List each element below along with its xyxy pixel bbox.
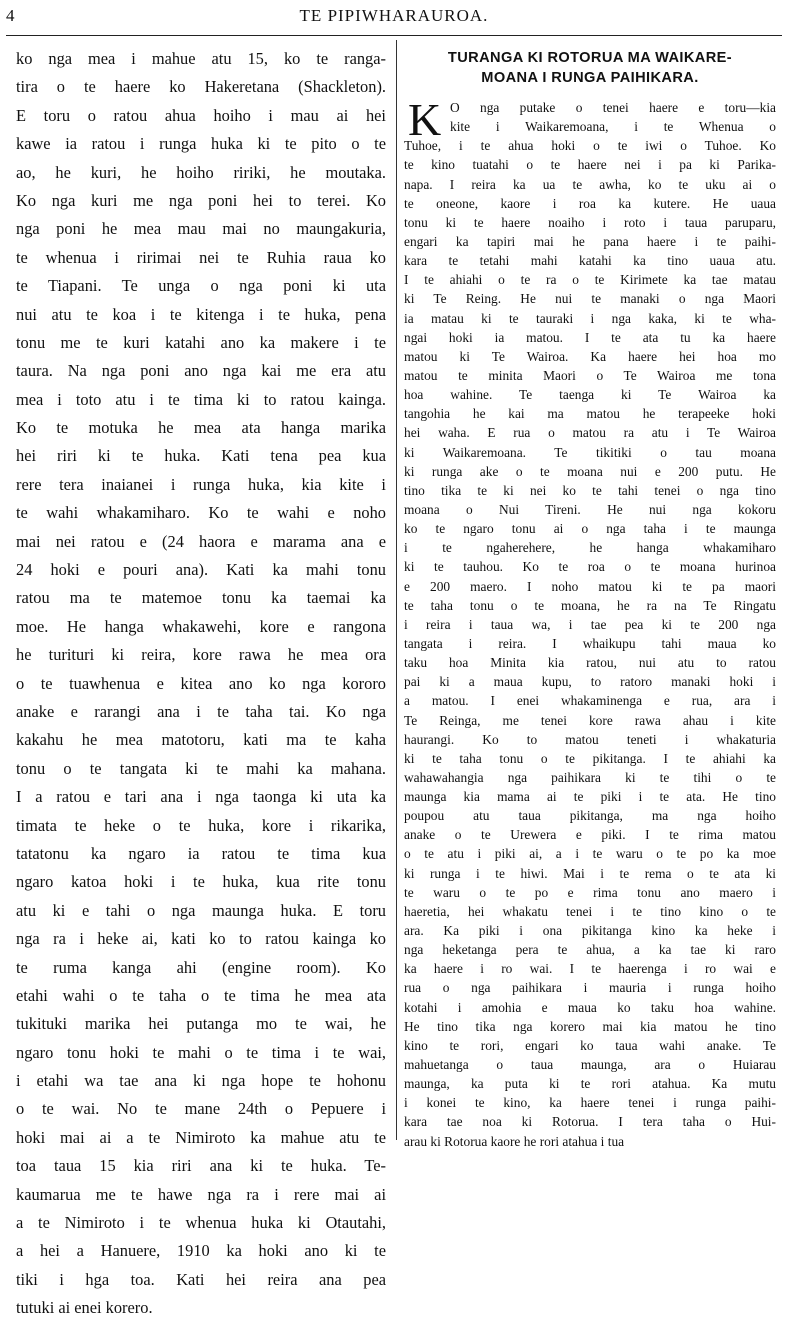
text-line: a hei a Hanuere, 1910 ka hoki ano ki te bbox=[16, 1241, 386, 1261]
text-line: tira o te haere ko Hakeretana (Shackleton). bbox=[16, 77, 386, 97]
text-line: tangohia he kai ma matou he terapeeke hoki bbox=[404, 406, 776, 422]
text-line: i konei te kino, ka haere tenei i runga paihi- bbox=[404, 1095, 776, 1111]
text-line: taura. Na nga poni ano nga kai me era atu bbox=[16, 361, 386, 381]
text-line: te whenua i ririmai nei te Ruhia raua ko bbox=[16, 247, 386, 267]
text-line: 24 hoki e pouri ana). Kati ka mahi tonu bbox=[16, 560, 386, 580]
text-line: E toru o ratou ahua hoiho i mau ai hei bbox=[16, 105, 386, 125]
text-line: i etahi wa tae ana ki nga hope te hohonu bbox=[16, 1071, 386, 1091]
text-line: wahawahangia nga paihikara ki te tihi o te bbox=[404, 769, 776, 785]
text-line: ko nga mea i mahue atu 15, ko te ranga- bbox=[16, 49, 386, 68]
text-line: ki Waikaremoana. Te tikitiki o tau moana bbox=[404, 444, 776, 460]
page-header bbox=[6, 6, 782, 34]
text-line: e 200 maero. I noho matou ki te pa maori bbox=[404, 578, 776, 594]
text-line: rua o nga paihikara i mauria i runga hoiho bbox=[404, 980, 776, 996]
text-line: rere tera inaianei i runga huka, kia kite i bbox=[16, 474, 386, 494]
text-line: hoa wahine. Te taenga ki Te Wairoa ka bbox=[404, 387, 776, 403]
text-line: ao, he kuri, he hoiho ririki, he moutaka. bbox=[16, 162, 386, 182]
text-line: o te atu i piki ai, a i te waru o te po ka moe bbox=[404, 846, 776, 862]
text-line: tino tika te ki nei ko te tahi tenei o nga tino bbox=[404, 482, 776, 498]
text-line: mahuetanga o taua maunga, ara o Huiarau bbox=[404, 1057, 776, 1073]
text-line: nui atu te koa i te kitenga i te huka, pena bbox=[16, 304, 386, 324]
text-line: ngaro tonu hoki te mahi o te tima i te wai, bbox=[16, 1042, 386, 1062]
text-line: taku hoa Minita kia ratou, nui atu to ratou bbox=[404, 655, 776, 671]
article-body bbox=[404, 94, 776, 1151]
text-line: te wahi whakamiharo. Ko te wahi e noho bbox=[16, 503, 386, 523]
text-line: ratou ma te matemoe tonu ka taemai ka bbox=[16, 588, 386, 608]
text-line: ki Te Reing. He nui te manaki o nga Maori bbox=[404, 291, 776, 307]
right-column bbox=[404, 48, 776, 1149]
text-line: moana o Nui Tireni. He nui nga kokoru bbox=[404, 501, 776, 517]
text-line: ki te taha tonu o te pikitanga. I te ahiahi ka bbox=[404, 750, 776, 766]
running-head: TE PIPIWHARAUROA. bbox=[299, 6, 489, 25]
text-line: anake o te Urewera e piki. I te rima matou bbox=[404, 827, 776, 843]
text-line: te ruma kanga ahi (engine room). Ko bbox=[16, 957, 386, 977]
text-line: kaumarua me te hawe nga ra i rere mai ai bbox=[16, 1184, 386, 1204]
text-line: kino te rori, engari ko taua wahi anake. Te bbox=[404, 1037, 776, 1053]
text-line: hei riri ki te huka. Kati tena pea kua bbox=[16, 446, 386, 466]
left-column bbox=[16, 45, 386, 1318]
text-line: etahi wahi o te taha o te tima he mea ata bbox=[16, 985, 386, 1005]
text-line: o te wai. No te mane 24th o Pepuere i bbox=[16, 1099, 386, 1119]
text-line: te oneone, kaore i roa ka kutere. He uaua bbox=[404, 195, 776, 211]
text-line: ki runga i te hiwi. Mai i te rema o te ata ki bbox=[404, 865, 776, 881]
headline-line: TURANGA KI ROTORUA MA WAIKARE- bbox=[447, 50, 733, 66]
text-line: ka haere i ro wai. I te haerenga i ro wai e bbox=[404, 961, 776, 977]
text-line: te taha tonu o te moana, he ra na Te Ringatu bbox=[404, 597, 776, 613]
text-line: nga heketanga pera te ahua, a ka tae ki raro bbox=[404, 942, 776, 958]
text-line: matou ki Te Wairoa. Ka haere hei hoa mo bbox=[404, 348, 776, 364]
text-line: O nga putake o tenei haere e toru—kia bbox=[450, 100, 776, 115]
text-line: Te Reinga, me tenei kore rawa ahau i kite bbox=[404, 712, 776, 728]
text-line: tonu o te tangata ki te mahi ka mahana. bbox=[16, 758, 386, 778]
text-line: te waru o te po e rima tonu ano maero i bbox=[404, 884, 776, 900]
text-line: haurangi. Ko to matou teneti i whakaturia bbox=[404, 731, 776, 747]
drop-cap: K bbox=[408, 94, 442, 145]
text-line: o te tuawhenua e kitea ano ko nga kororo bbox=[16, 673, 386, 693]
text-line: toa taua 15 kia riri ana ki te huka. Te- bbox=[16, 1156, 386, 1176]
text-line: kawe ia ratou i runga huka ki te pito o te bbox=[16, 134, 386, 154]
text-line: tukituki marika hei putanga mo te wai, he bbox=[16, 1014, 386, 1034]
text-line: He tino tika nga korero mai kia matou he tino bbox=[404, 1018, 776, 1034]
text-line: timata te heke o te huka, kore i rikarika, bbox=[16, 815, 386, 835]
page-number: 4 bbox=[6, 6, 15, 25]
text-line: a te Nimiroto i te whenua huka ki Otautahi, bbox=[16, 1213, 386, 1233]
text-line: tatatonu ka ngaro ia ratou te tima kua bbox=[16, 843, 386, 863]
text-line: ngaro katoa hoki i te huka, kua rite tonu bbox=[16, 872, 386, 892]
text-line: ngai hoki ia matou. I te ata tu ka haere bbox=[404, 329, 776, 345]
text-line: poupou atu taua pikitanga, ma nga hoiho bbox=[404, 808, 776, 824]
text-line: tonu me te kuri katahi ano ka makere i te bbox=[16, 332, 386, 352]
text-line: nga poni he mea mau mai no maungakuria, bbox=[16, 219, 386, 239]
column-divider bbox=[396, 40, 397, 1140]
text-line: hei waha. E rua o matou ra atu i Te Wairoa bbox=[404, 425, 776, 441]
text-line: tutuki ai enei korero. bbox=[16, 1298, 153, 1318]
text-line: nga ra i heke ai, kati ko to ratou kainga ko bbox=[16, 929, 386, 949]
text-line: ki te tauhou. Ko te roa o te moana hurinoa bbox=[404, 559, 776, 575]
text-line: mai nei ratou e (24 haora e marama ana e bbox=[16, 531, 386, 551]
text-line: i te ngaherehere, he hanga whakamiharo bbox=[404, 540, 776, 556]
text-line: i reira i taua wa, i tae pea ki te 200 nga bbox=[404, 616, 776, 632]
text-line: hoki mai ai a te Nimiroto ka mahue atu te bbox=[16, 1127, 386, 1147]
text-line: mea i toto atu i te tima ki to ratou kainga. bbox=[16, 389, 386, 409]
text-line: I a ratou e tari ana i nga taonga ki uta ka bbox=[16, 787, 386, 807]
text-line: moe. He hanga whakawehi, kore e rangona bbox=[16, 616, 386, 636]
text-line: kakahu he mea matotoru, kati ma te kaha bbox=[16, 730, 386, 750]
text-line: ara. Ka piki i ona pikitanga kino ka heke i bbox=[404, 923, 776, 939]
header-rule bbox=[6, 35, 782, 36]
text-line: ko te ngaro tonu ai o nga taha i te maunga bbox=[404, 521, 776, 537]
headline-line: MOANA I RUNGA PAIHIKARA. bbox=[481, 70, 699, 86]
text-line: kara te tetahi mahi katahi ka tino uaua atu. bbox=[404, 253, 776, 269]
text-line: tonu ki te haere noaiho i roto i taua paruparu, bbox=[404, 214, 776, 230]
text-line: te kino tuatahi o te haere nei i pa ki Parika- bbox=[404, 157, 776, 173]
text-line: kite i Waikaremoana, i te Whenua o bbox=[450, 119, 776, 135]
text-line: te Tiapani. Te unga o nga poni ki uta bbox=[16, 276, 386, 296]
text-line: I te ahiahi o te ra o te Kirimete ka tae matau bbox=[404, 272, 776, 288]
text-line: tangata i reira. I whaikupu tahi maua ko bbox=[404, 635, 776, 651]
text-line: kara tae noa ki Rotorua. I tera taha o Hui- bbox=[404, 1114, 776, 1130]
text-line: haeretia, hei whakatu tenei i te tino kino o te bbox=[404, 903, 776, 919]
text-line: maunga, ka puta ki te rori atahua. Ka mutu bbox=[404, 1076, 776, 1092]
text-line: tiki i hga toa. Kati hei reira ana pea bbox=[16, 1269, 386, 1289]
text-line: ki runga ake o te moana nui e 200 putu. He bbox=[404, 463, 776, 479]
text-line: kotahi i amohia e maua ko taku hoa wahine. bbox=[404, 999, 776, 1015]
text-line: arau ki Rotorua kaore he rori atahua i tua bbox=[404, 1133, 625, 1149]
text-line: Tuhoe, i te ahua hoki o te iwi o Tuhoe. Ko bbox=[404, 138, 776, 154]
text-line: pai ki a maua kupu, to ratoro manaki hoki i bbox=[404, 674, 776, 690]
article-headline bbox=[404, 48, 776, 88]
text-line: a matou. I enei whakaminenga e rua, ara i bbox=[404, 693, 776, 709]
text-line: Ko te motuka he mea ata hanga marika bbox=[16, 418, 386, 438]
text-line: engari ka tapiri mai he pana haere i te paihi- bbox=[404, 233, 776, 249]
text-line: napa. I reira ka ua te awha, ko te uku ai o bbox=[404, 176, 776, 192]
text-line: ia matau ki te tauraki i nga kaka, ki te wha- bbox=[404, 310, 776, 326]
text-line: he turituri ki reira, kore rawa he mea ora bbox=[16, 645, 386, 665]
text-line: matou te minita Maori o Te Wairoa me tona bbox=[404, 367, 776, 383]
text-line: maunga kia mama ai te piki i te ata. He tino bbox=[404, 789, 776, 805]
text-line: atu ki e tahi o nga maunga huka. E toru bbox=[16, 900, 386, 920]
text-line: Ko nga kuri me nga poni hei to terei. Ko bbox=[16, 190, 386, 210]
text-line: anake e rarangi ana i te taha tai. Ko nga bbox=[16, 701, 386, 721]
